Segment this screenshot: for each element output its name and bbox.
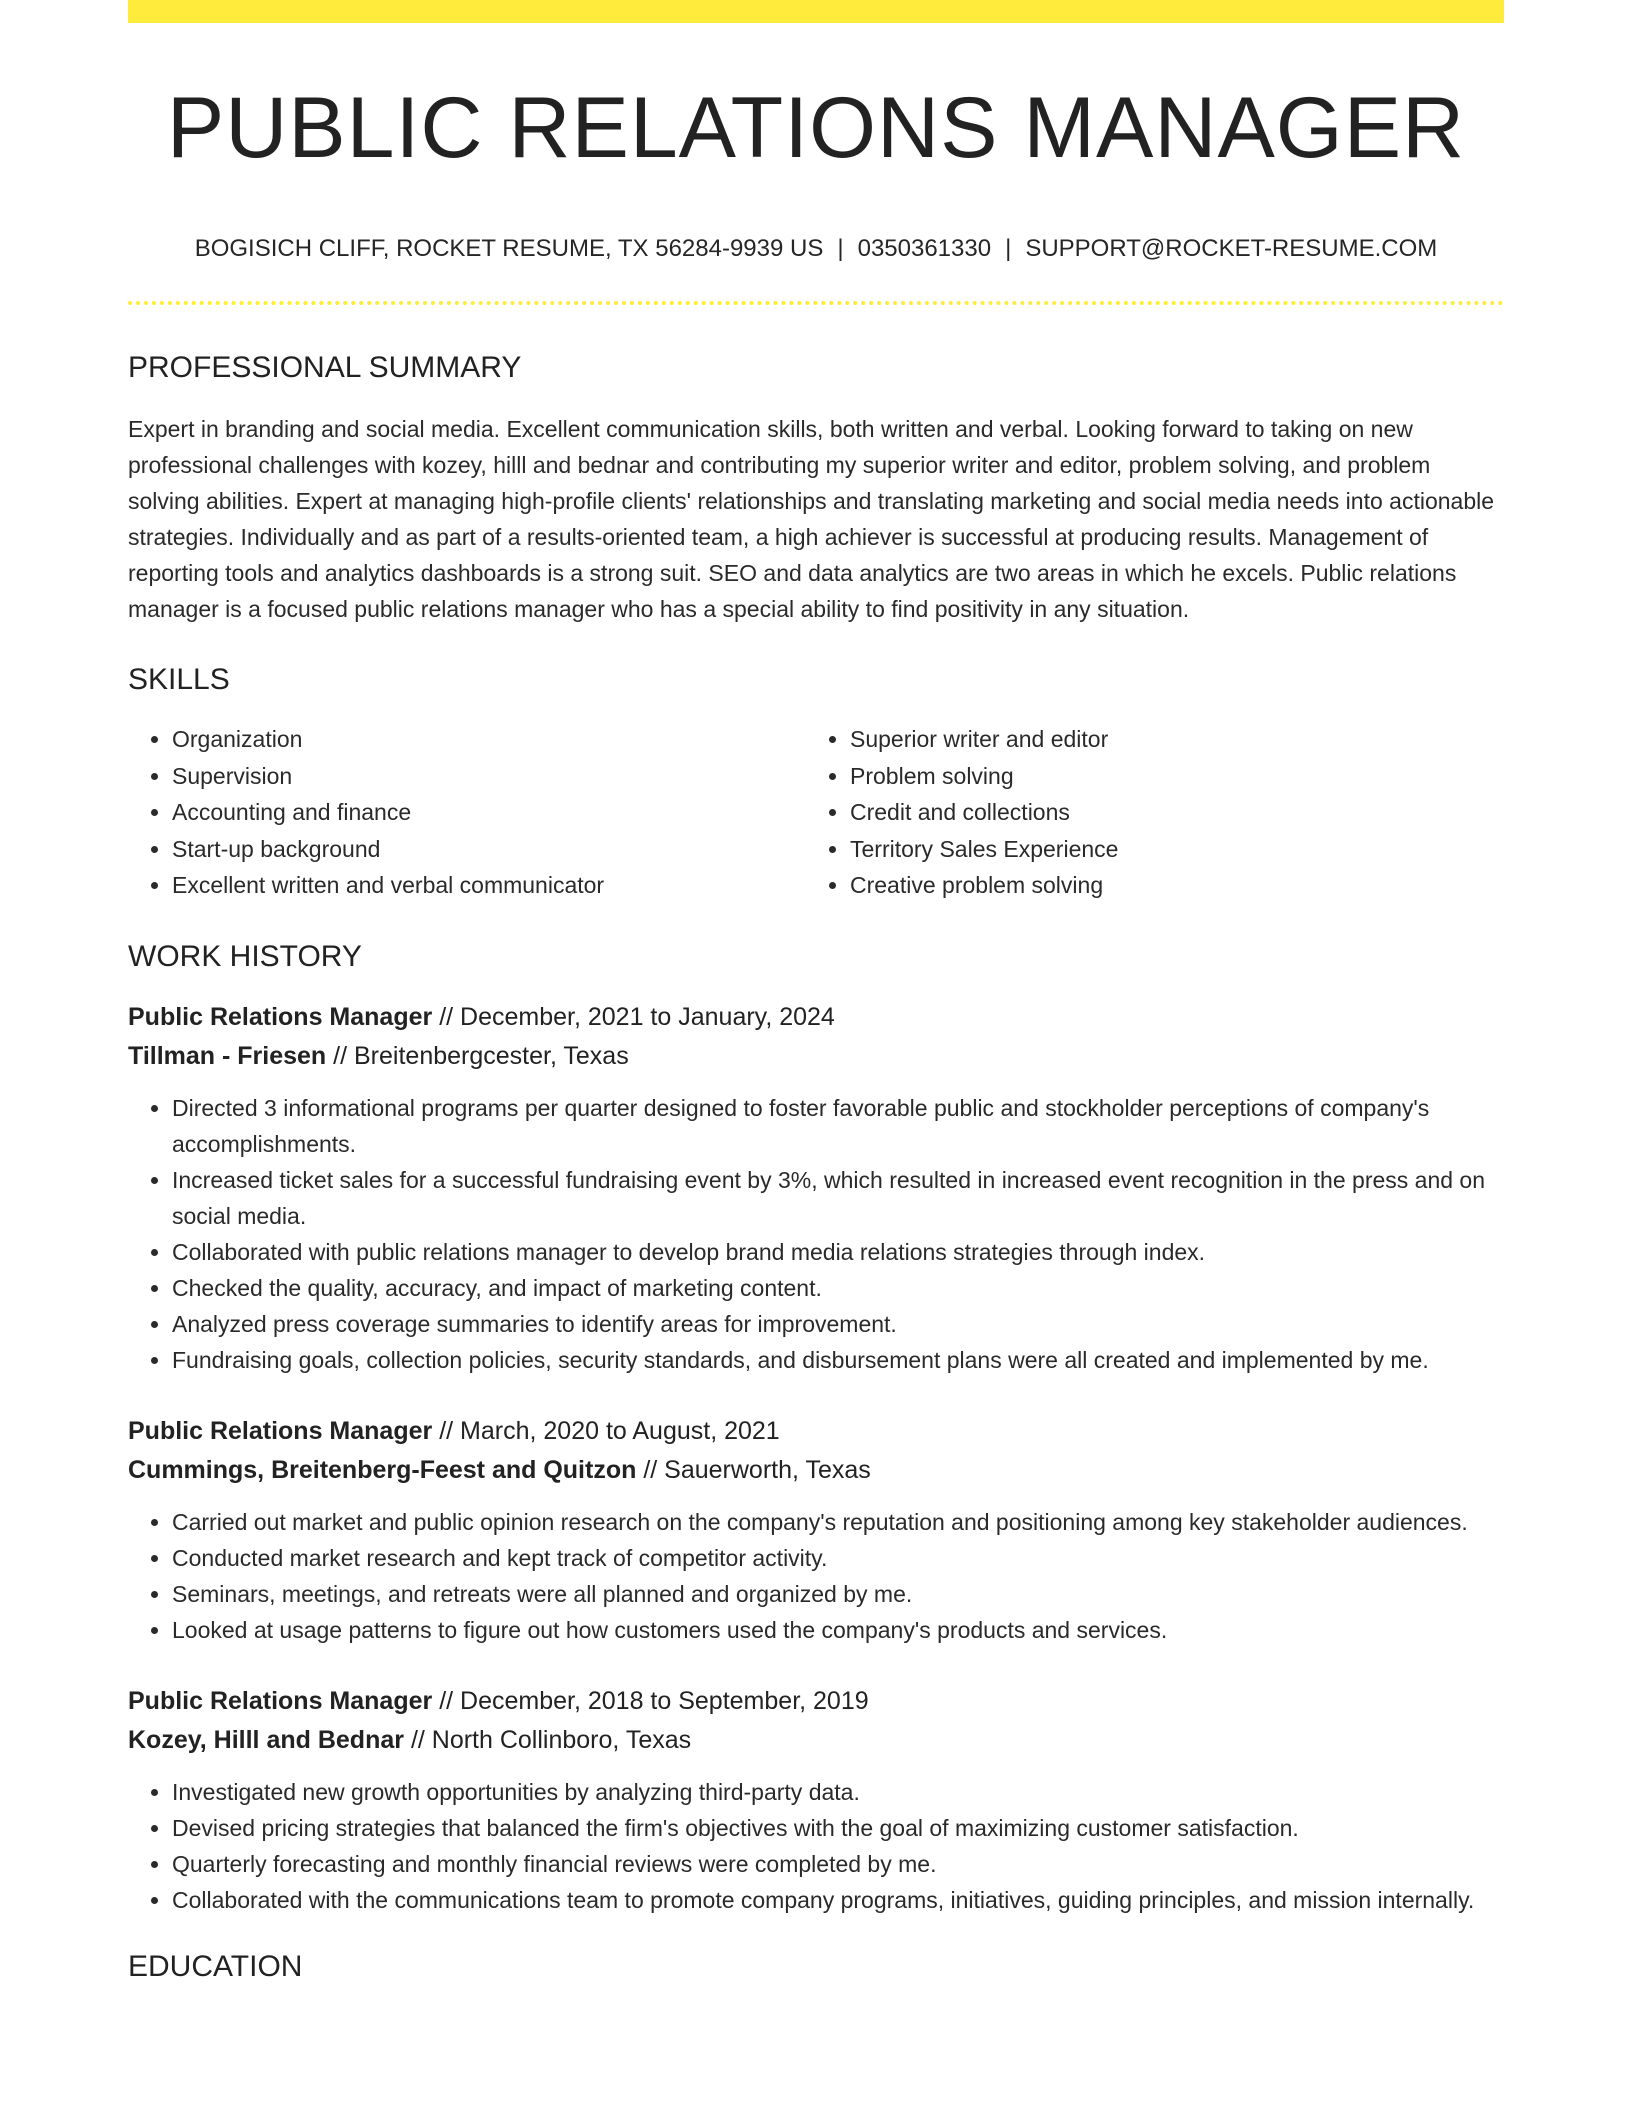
top-accent-bar — [128, 0, 1504, 23]
skills-heading: SKILLS — [128, 663, 230, 696]
job-company-line — [128, 1451, 1504, 1490]
job-entry — [128, 1682, 1504, 1918]
page-title: PUBLIC RELATIONS MANAGER — [166, 80, 1466, 176]
skill-item: • Organization — [172, 721, 806, 758]
contact-phone: 0350361330 — [857, 235, 992, 262]
skill-item: • Superior writer and editor — [850, 721, 1484, 758]
job-bullet: • Quarterly forecasting and monthly financial reviews were completed by me. — [172, 1846, 1504, 1882]
job-dates: // March, 2020 to August, 2021 — [439, 1416, 780, 1445]
job-title-line — [128, 1682, 1504, 1721]
job-bullet: • Devised pricing strategies that balanced the firm's objectives with the goal of maximizing customer satisfaction. — [172, 1810, 1504, 1846]
job-bullets — [128, 1504, 1504, 1648]
contact-address: BOGISICH CLIFF, ROCKET RESUME, TX 56284-9939 US — [194, 235, 824, 262]
job-company-line — [128, 1721, 1504, 1760]
job-title: Public Relations Manager — [128, 1686, 433, 1715]
summary-text: Expert in branding and social media. Excellent communication skills, both written and verbal. Looking forward to taking on new professional challenges with kozey, hilll and bednar and contributing my superior writer and editor, problem solving, and problem solving abilities. Expert at managing high-profile clients' relationships and translating marketing and social media needs into actionable strategies. Individually and as part of a results-oriented team, a high achiever is successful at producing results. Management of reporting tools and analytics dashboards is a strong suit. SEO and data analytics are two areas in which he excels. Public relations manager is a focused public relations manager who has a special ability to find positivity in any situation. — [128, 416, 1495, 622]
job-title: Public Relations Manager — [128, 1002, 433, 1031]
skill-item: • Creative problem solving — [850, 867, 1484, 904]
education-heading: EDUCATION — [128, 1949, 303, 1983]
skills-column-right — [806, 721, 1484, 904]
work-history-heading: WORK HISTORY — [128, 939, 362, 973]
job-bullets — [128, 1090, 1504, 1378]
job-bullet: • Collaborated with the communications team to promote company programs, initiatives, guiding principles, and mission internally. — [172, 1882, 1504, 1918]
job-entry — [128, 1412, 1504, 1648]
job-bullet: • Checked the quality, accuracy, and impact of marketing content. — [172, 1270, 1504, 1306]
job-bullets — [128, 1774, 1504, 1918]
contact-separator: | — [837, 235, 844, 262]
job-location: // Breitenbergcester, Texas — [333, 1041, 629, 1070]
resume-page — [128, 0, 1504, 1982]
contact-line — [128, 237, 1504, 261]
job-bullet: • Analyzed press coverage summaries to identify areas for improvement. — [172, 1306, 1504, 1342]
job-bullet: • Looked at usage patterns to figure out how customers used the company's products and services. — [172, 1612, 1504, 1648]
job-bullet: • Fundraising goals, collection policies, security standards, and disbursement plans were all created and implemented by me. — [172, 1342, 1504, 1378]
job-bullet: • Directed 3 informational programs per quarter designed to foster favorable public and stockholder perceptions of company's accomplishments. — [172, 1090, 1504, 1162]
skills-list — [128, 721, 1504, 904]
contact-email: SUPPORT@ROCKET-RESUME.COM — [1025, 235, 1438, 262]
dotted-divider — [128, 301, 1504, 305]
job-bullet: • Seminars, meetings, and retreats were all planned and organized by me. — [172, 1576, 1504, 1612]
job-bullet: • Increased ticket sales for a successful fundraising event by 3%, which resulted in increased event recognition in the press and on social media. — [172, 1162, 1504, 1234]
skill-item: • Territory Sales Experience — [850, 831, 1484, 868]
job-location: // North Collinboro, Texas — [410, 1725, 692, 1754]
job-bullet: • Conducted market research and kept track of competitor activity. — [172, 1540, 1504, 1576]
job-bullet: • Investigated new growth opportunities by analyzing third-party data. — [172, 1774, 1504, 1810]
job-title-line — [128, 998, 1504, 1037]
job-company-line — [128, 1037, 1504, 1076]
job-title: Public Relations Manager — [128, 1416, 433, 1445]
job-bullet: • Carried out market and public opinion research on the company's reputation and positioning among key stakeholder audiences. — [172, 1504, 1504, 1540]
skill-item: • Excellent written and verbal communicator — [172, 867, 806, 904]
skill-item: • Problem solving — [850, 758, 1484, 795]
job-entry — [128, 998, 1504, 1378]
summary-heading: PROFESSIONAL SUMMARY — [128, 351, 522, 384]
job-company: Tillman - Friesen — [128, 1041, 327, 1070]
skill-item: • Supervision — [172, 758, 806, 795]
skill-item: • Start-up background — [172, 831, 806, 868]
skill-item: • Accounting and finance — [172, 794, 806, 831]
skills-column-left — [128, 721, 806, 904]
job-company: Cummings, Breitenberg-Feest and Quitzon — [128, 1455, 637, 1484]
job-location: // Sauerworth, Texas — [643, 1455, 871, 1484]
skill-item: • Credit and collections — [850, 794, 1484, 831]
job-company: Kozey, Hilll and Bednar — [128, 1725, 404, 1754]
job-dates: // December, 2021 to January, 2024 — [439, 1002, 835, 1031]
job-dates: // December, 2018 to September, 2019 — [439, 1686, 869, 1715]
job-bullet: • Collaborated with public relations manager to develop brand media relations strategies through index. — [172, 1234, 1504, 1270]
contact-separator: | — [1005, 235, 1012, 262]
job-title-line — [128, 1412, 1504, 1451]
